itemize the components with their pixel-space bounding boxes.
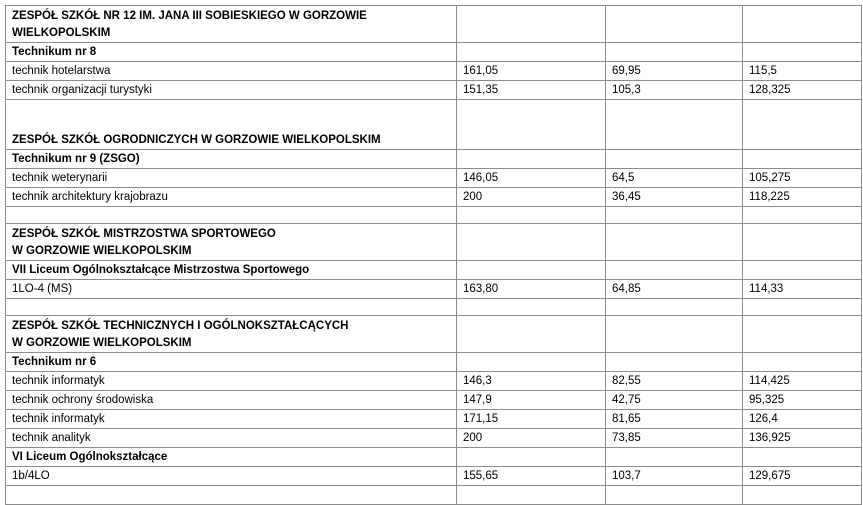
profile-label: technik organizacji turystyki bbox=[6, 81, 457, 100]
unit-name: Technikum nr 9 (ZSGO) bbox=[6, 150, 457, 169]
value-1: 200 bbox=[457, 429, 606, 448]
value-2: 73,85 bbox=[606, 429, 743, 448]
unit-name: Technikum nr 6 bbox=[6, 353, 457, 372]
empty-cell bbox=[743, 6, 862, 43]
empty-cell bbox=[606, 6, 743, 43]
school-header-row bbox=[6, 224, 862, 261]
results-table bbox=[5, 5, 862, 505]
profile-label: technik hotelarstwa bbox=[6, 62, 457, 81]
value-1: 147,9 bbox=[457, 391, 606, 410]
table-row bbox=[6, 188, 862, 207]
table-row bbox=[6, 410, 862, 429]
empty-cell bbox=[606, 150, 743, 169]
value-1: 151,35 bbox=[457, 81, 606, 100]
empty-cell bbox=[457, 6, 606, 43]
table-row bbox=[6, 280, 862, 299]
empty-cell bbox=[457, 100, 606, 150]
empty-cell bbox=[606, 261, 743, 280]
empty-cell bbox=[606, 224, 743, 261]
school-name: ZESPÓŁ SZKÓŁ MISTRZOSTWA SPORTOWEGO W GORZOWIE WIELKOPOLSKIM bbox=[6, 224, 457, 261]
empty-cell bbox=[606, 448, 743, 467]
unit-name: Technikum nr 8 bbox=[6, 43, 457, 62]
table-row bbox=[6, 391, 862, 410]
value-1: 146,3 bbox=[457, 372, 606, 391]
empty-cell bbox=[6, 207, 457, 224]
school-header-row bbox=[6, 6, 862, 43]
value-1: 200 bbox=[457, 188, 606, 207]
unit-header-row bbox=[6, 353, 862, 372]
value-1: 155,65 bbox=[457, 467, 606, 486]
empty-cell bbox=[743, 299, 862, 316]
spacer-row bbox=[6, 486, 862, 505]
table-row bbox=[6, 372, 862, 391]
unit-name: VII Liceum Ogólnokształcące Mistrzostwa Sportowego bbox=[6, 261, 457, 280]
empty-cell bbox=[743, 43, 862, 62]
profile-label: technik informatyk bbox=[6, 372, 457, 391]
value-1: 171,15 bbox=[457, 410, 606, 429]
table-row bbox=[6, 467, 862, 486]
empty-cell bbox=[606, 299, 743, 316]
value-3: 136,925 bbox=[743, 429, 862, 448]
school-name: ZESPÓŁ SZKÓŁ OGRODNICZYCH W GORZOWIE WIELKOPOLSKIM bbox=[6, 100, 457, 150]
empty-cell bbox=[606, 486, 743, 505]
profile-label: technik weterynarii bbox=[6, 169, 457, 188]
empty-cell bbox=[606, 43, 743, 62]
table-row bbox=[6, 62, 862, 81]
profile-label: technik ochrony środowiska bbox=[6, 391, 457, 410]
table-row bbox=[6, 429, 862, 448]
unit-header-row bbox=[6, 261, 862, 280]
empty-cell bbox=[457, 353, 606, 372]
empty-cell bbox=[606, 207, 743, 224]
empty-cell bbox=[606, 316, 743, 353]
school-name: ZESPÓŁ SZKÓŁ TECHNICZNYCH I OGÓLNOKSZTAŁCĄCYCH W GORZOWIE WIELKOPOLSKIM bbox=[6, 316, 457, 353]
value-3: 105,275 bbox=[743, 169, 862, 188]
value-2: 64,5 bbox=[606, 169, 743, 188]
empty-cell bbox=[457, 207, 606, 224]
empty-cell bbox=[457, 150, 606, 169]
value-2: 64,85 bbox=[606, 280, 743, 299]
school-header-row bbox=[6, 316, 862, 353]
empty-cell bbox=[743, 207, 862, 224]
spacer-row bbox=[6, 299, 862, 316]
empty-cell bbox=[743, 448, 862, 467]
table-row bbox=[6, 81, 862, 100]
empty-cell bbox=[457, 261, 606, 280]
spacer-row bbox=[6, 207, 862, 224]
empty-cell bbox=[6, 486, 457, 505]
empty-cell bbox=[6, 299, 457, 316]
empty-cell bbox=[457, 316, 606, 353]
empty-cell bbox=[743, 353, 862, 372]
value-2: 105,3 bbox=[606, 81, 743, 100]
value-2: 69,95 bbox=[606, 62, 743, 81]
table-row bbox=[6, 169, 862, 188]
unit-name: VI Liceum Ogólnokształcące bbox=[6, 448, 457, 467]
value-3: 114,425 bbox=[743, 372, 862, 391]
value-1: 163,80 bbox=[457, 280, 606, 299]
empty-cell bbox=[457, 448, 606, 467]
empty-cell bbox=[743, 486, 862, 505]
empty-cell bbox=[457, 43, 606, 62]
empty-cell bbox=[743, 100, 862, 150]
value-2: 103,7 bbox=[606, 467, 743, 486]
school-header-row bbox=[6, 100, 862, 150]
empty-cell bbox=[743, 224, 862, 261]
value-3: 115,5 bbox=[743, 62, 862, 81]
value-3: 128,325 bbox=[743, 81, 862, 100]
value-3: 95,325 bbox=[743, 391, 862, 410]
value-3: 118,225 bbox=[743, 188, 862, 207]
empty-cell bbox=[606, 353, 743, 372]
unit-header-row bbox=[6, 43, 862, 62]
empty-cell bbox=[457, 486, 606, 505]
value-3: 114,33 bbox=[743, 280, 862, 299]
unit-header-row bbox=[6, 150, 862, 169]
value-2: 82,55 bbox=[606, 372, 743, 391]
school-name: ZESPÓŁ SZKÓŁ NR 12 IM. JANA III SOBIESKIEGO W GORZOWIE WIELKOPOLSKIM bbox=[6, 6, 457, 43]
empty-cell bbox=[457, 299, 606, 316]
empty-cell bbox=[743, 261, 862, 280]
value-2: 81,65 bbox=[606, 410, 743, 429]
value-1: 161,05 bbox=[457, 62, 606, 81]
profile-label: 1LO-4 (MS) bbox=[6, 280, 457, 299]
value-3: 126,4 bbox=[743, 410, 862, 429]
empty-cell bbox=[457, 224, 606, 261]
empty-cell bbox=[606, 100, 743, 150]
value-3: 129,675 bbox=[743, 467, 862, 486]
unit-header-row bbox=[6, 448, 862, 467]
profile-label: 1b/4LO bbox=[6, 467, 457, 486]
value-2: 42,75 bbox=[606, 391, 743, 410]
empty-cell bbox=[743, 316, 862, 353]
profile-label: technik architektury krajobrazu bbox=[6, 188, 457, 207]
empty-cell bbox=[743, 150, 862, 169]
value-1: 146,05 bbox=[457, 169, 606, 188]
profile-label: technik analityk bbox=[6, 429, 457, 448]
value-2: 36,45 bbox=[606, 188, 743, 207]
profile-label: technik informatyk bbox=[6, 410, 457, 429]
